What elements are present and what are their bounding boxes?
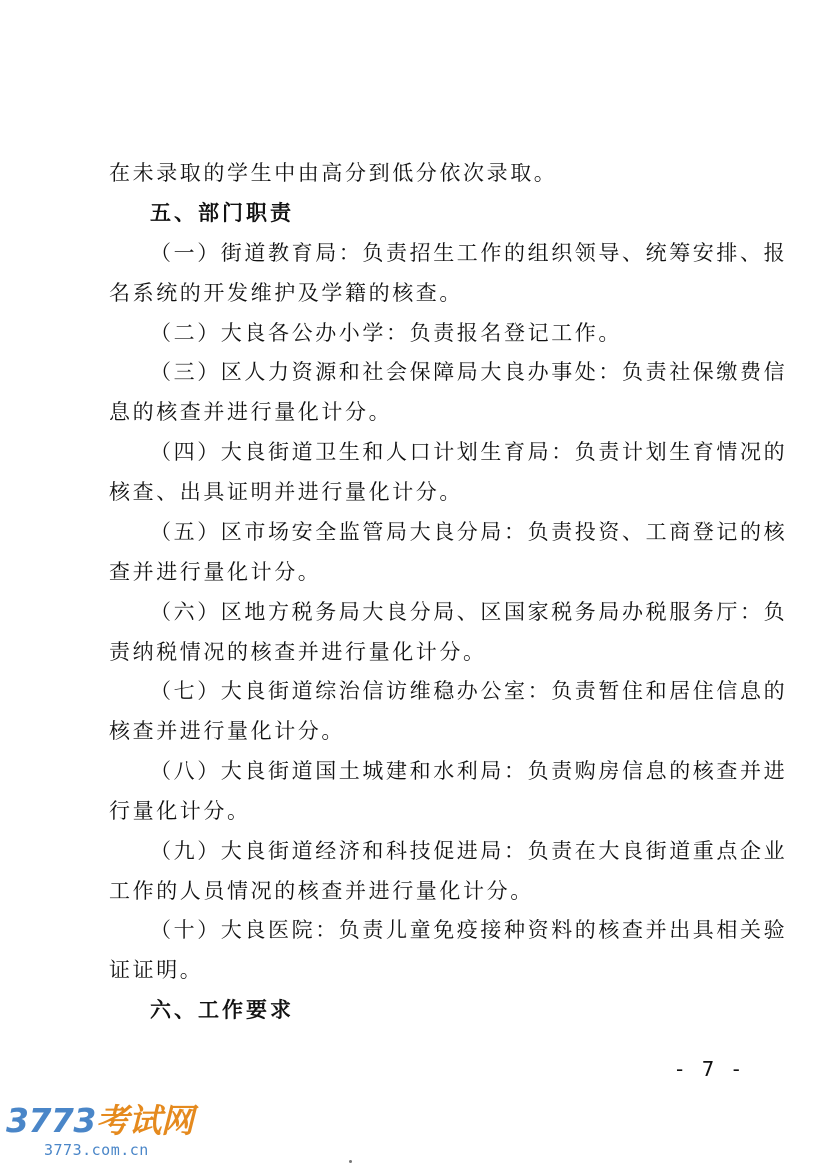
item-5-line-2: 查并进行量化计分。 bbox=[109, 560, 322, 584]
item-2-line-1: （二）大良各公办小学：负责报名登记工作。 bbox=[150, 321, 622, 345]
item-7-line-1: （七）大良街道综治信访维稳办公室：负责暂住和居住信息的 bbox=[150, 679, 788, 703]
item-3-line-2: 息的核查并进行量化计分。 bbox=[109, 400, 393, 424]
item-10-line-2: 证证明。 bbox=[109, 958, 204, 982]
item-5-line-1: （五）区市场安全监管局大良分局：负责投资、工商登记的核 bbox=[150, 520, 788, 544]
section-heading-5: 五、部门职责 bbox=[150, 200, 294, 225]
item-4-line-1: （四）大良街道卫生和人口计划生育局：负责计划生育情况的 bbox=[150, 440, 788, 464]
item-9-line-2: 工作的人员情况的核查并进行量化计分。 bbox=[109, 879, 534, 903]
item-8-line-2: 行量化计分。 bbox=[109, 799, 251, 823]
watermark-url: 3773.com.cn bbox=[44, 1141, 149, 1159]
watermark-text: 考试网 bbox=[95, 1101, 194, 1140]
item-7-line-2: 核查并进行量化计分。 bbox=[109, 719, 345, 743]
page-number: - 7 - bbox=[676, 1057, 746, 1081]
item-9-line-1: （九）大良街道经济和科技促进局：负责在大良街道重点企业 bbox=[150, 839, 788, 863]
scan-speck bbox=[349, 1160, 352, 1163]
watermark-title bbox=[6, 1102, 193, 1140]
watermark-number: 3773 bbox=[6, 1101, 96, 1140]
item-1-line-2: 名系统的开发维护及学籍的核查。 bbox=[109, 281, 463, 305]
item-10-line-1: （十）大良医院：负责儿童免疫接种资料的核查并出具相关验 bbox=[150, 918, 788, 942]
item-8-line-1: （八）大良街道国土城建和水利局：负责购房信息的核查并进 bbox=[150, 759, 788, 783]
section-heading-6: 六、工作要求 bbox=[150, 997, 294, 1022]
site-watermark-logo bbox=[6, 1101, 194, 1168]
item-4-line-2: 核查、出具证明并进行量化计分。 bbox=[109, 480, 463, 504]
item-6-line-2: 责纳税情况的核查并进行量化计分。 bbox=[109, 640, 487, 664]
item-3-line-1: （三）区人力资源和社会保障局大良办事处：负责社保缴费信 bbox=[150, 360, 788, 384]
text-line-continuation: 在未录取的学生中由高分到低分依次录取。 bbox=[109, 161, 558, 185]
item-6-line-1: （六）区地方税务局大良分局、区国家税务局办税服务厅：负 bbox=[150, 600, 788, 624]
item-1-line-1: （一）街道教育局：负责招生工作的组织领导、统筹安排、报 bbox=[150, 241, 788, 265]
